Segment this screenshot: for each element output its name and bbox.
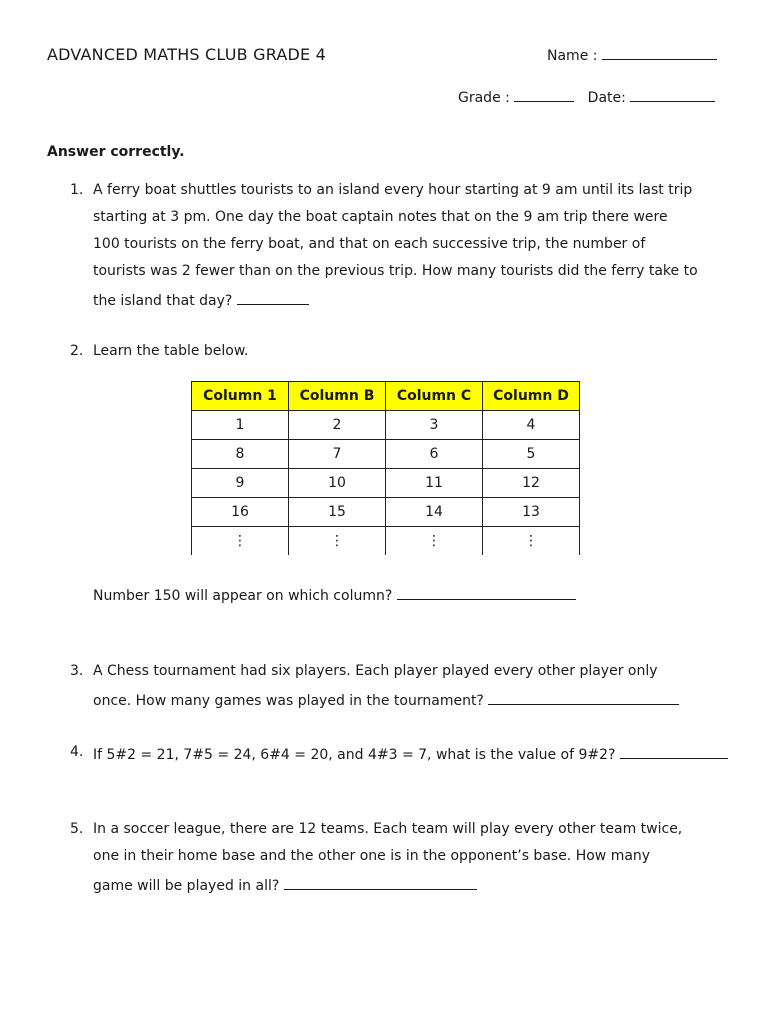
grade-date-fields	[458, 87, 715, 106]
name-label: Name :	[547, 48, 598, 64]
table-cell: 8	[192, 440, 289, 469]
answer-blank-5[interactable]	[284, 875, 477, 890]
table-cell: 14	[386, 498, 483, 527]
question-number: 3.	[70, 663, 84, 679]
table-cell: 1	[192, 411, 289, 440]
table-header: Column D	[483, 382, 580, 411]
table-cell: 4	[483, 411, 580, 440]
question-text: A ferry boat shuttles tourists to an island every hour starting at 9 am until its last trip	[93, 182, 693, 198]
table-cell: 9	[192, 469, 289, 498]
table-cell: ⋮	[483, 527, 580, 556]
table-cell: ⋮	[289, 527, 386, 556]
grade-blank[interactable]	[514, 87, 574, 102]
answer-blank-3[interactable]	[488, 690, 679, 705]
name-field	[547, 45, 717, 64]
question-text: once. How many games was played in the tournament?	[93, 693, 484, 709]
table-cell: 2	[289, 411, 386, 440]
table-row	[192, 411, 580, 440]
question-text: 100 tourists on the ferry boat, and that on each successive trip, the number of	[93, 236, 646, 252]
table-header: Column 1	[192, 382, 289, 411]
table-header: Column C	[386, 382, 483, 411]
table-cell: ⋮	[386, 527, 483, 556]
instruction: Answer correctly.	[47, 144, 185, 160]
table-cell: 13	[483, 498, 580, 527]
table-cell: 16	[192, 498, 289, 527]
table-header-row	[192, 382, 580, 411]
table-cell: 7	[289, 440, 386, 469]
table-cell: 3	[386, 411, 483, 440]
question-text: game will be played in all?	[93, 878, 280, 894]
question-text: tourists was 2 fewer than on the previous trip. How many tourists did the ferry take to	[93, 263, 698, 279]
table-cell: 5	[483, 440, 580, 469]
question-number: 1.	[70, 182, 84, 198]
table-row	[192, 440, 580, 469]
question-text: Learn the table below.	[93, 343, 249, 359]
worksheet-title: ADVANCED MATHS CLUB GRADE 4	[47, 45, 327, 64]
table-row	[192, 527, 580, 556]
question-number: 4.	[70, 744, 84, 760]
table-cell: 6	[386, 440, 483, 469]
table-cell: 10	[289, 469, 386, 498]
question-text: the island that day?	[93, 293, 233, 309]
question-text: Number 150 will appear on which column?	[93, 588, 393, 604]
answer-blank-1[interactable]	[237, 290, 309, 305]
question-text: A Chess tournament had six players. Each player played every other player only	[93, 663, 658, 679]
question-text: one in their home base and the other one is in the opponent’s base. How many	[93, 848, 651, 864]
table-header: Column B	[289, 382, 386, 411]
question-number: 2.	[70, 343, 84, 359]
answer-blank-4[interactable]	[620, 744, 728, 759]
grade-label: Grade :	[458, 90, 510, 106]
question-text: If 5#2 = 21, 7#5 = 24, 6#4 = 20, and 4#3 = 7, what is the value of 9#2?	[93, 747, 616, 763]
number-table	[191, 381, 580, 555]
table-row	[192, 469, 580, 498]
name-blank[interactable]	[602, 45, 717, 60]
date-label: Date:	[587, 90, 626, 106]
answer-blank-2[interactable]	[397, 585, 576, 600]
question-text: In a soccer league, there are 12 teams. Each team will play every other team twice,	[93, 821, 683, 837]
question-number: 5.	[70, 821, 84, 837]
table-cell: 15	[289, 498, 386, 527]
table-cell: ⋮	[192, 527, 289, 556]
table-cell: 12	[483, 469, 580, 498]
table-row	[192, 498, 580, 527]
question-text: starting at 3 pm. One day the boat captain notes that on the 9 am trip there were	[93, 209, 668, 225]
table-cell: 11	[386, 469, 483, 498]
date-blank[interactable]	[630, 87, 715, 102]
